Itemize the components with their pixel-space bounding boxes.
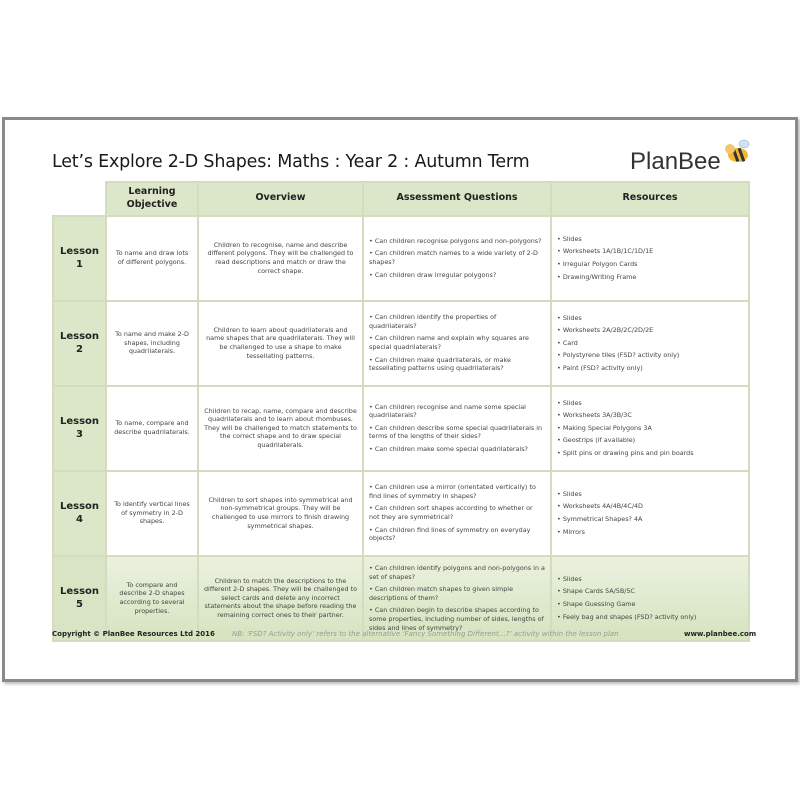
resource-item: • Split pins or drawing pins and pin boards: [557, 449, 743, 458]
page-title: Let’s Explore 2-D Shapes: Maths : Year 2 : Autumn Term: [52, 152, 530, 172]
resource-item: • Shape Cards 5A/5B/5C: [557, 587, 743, 596]
resource-item: • Slides: [557, 575, 743, 584]
learning-objective: To identify vertical lines of symmetry in 2-D shapes.: [106, 471, 198, 556]
question-item: • Can children match names to a wide variety of 2-D shapes?: [369, 249, 545, 266]
table-row: [53, 556, 749, 641]
website-link[interactable]: www.planbee.com: [684, 630, 757, 638]
bee-icon: [722, 138, 752, 164]
assessment-questions: [363, 216, 551, 301]
resource-item: • Card: [557, 339, 743, 348]
lesson-label: Lesson 2: [53, 301, 106, 386]
assessment-questions: [363, 556, 551, 641]
resources: [551, 556, 749, 641]
overview: Children to recognise, name and describe different polygons. They will be challenged to read descriptions and match or draw the correct shape.: [198, 216, 363, 301]
question-item: • Can children make quadrilaterals, or make tessellating patterns using quadrilaterals?: [369, 356, 545, 373]
question-item: • Can children draw irregular polygons?: [369, 271, 545, 280]
header-learning-objective: Learning Objective: [106, 182, 198, 216]
resource-item: • Slides: [557, 399, 743, 408]
question-item: • Can children identify polygons and non-polygons in a set of shapes?: [369, 564, 545, 581]
resource-item: • Drawing/Writing Frame: [557, 273, 743, 282]
resource-item: • Shape Guessing Game: [557, 600, 743, 609]
assessment-questions: [363, 386, 551, 471]
resource-item: • Mirrors: [557, 528, 743, 537]
assessment-questions: [363, 301, 551, 386]
header-resources: Resources: [551, 182, 749, 216]
question-item: • Can children name and explain why squares are special quadrilaterals?: [369, 334, 545, 351]
learning-objective: To name and draw lots of different polygons.: [106, 216, 198, 301]
resource-item: • Worksheets 3A/3B/3C: [557, 411, 743, 420]
resource-item: • Worksheets 4A/4B/4C/4D: [557, 502, 743, 511]
table-row: [53, 471, 749, 556]
resource-item: • Paint (FSD? activity only): [557, 364, 743, 373]
question-item: • Can children begin to describe shapes according to some properties, including number of sides, lengths of sides and lines of symmetry?: [369, 606, 545, 632]
resource-item: • Slides: [557, 490, 743, 499]
resource-item: • Irregular Polygon Cards: [557, 260, 743, 269]
resources: [551, 471, 749, 556]
question-item: • Can children make some special quadrilaterals?: [369, 445, 545, 454]
question-item: • Can children find lines of symmetry on everyday objects?: [369, 526, 545, 543]
lesson-plan-table: [52, 181, 750, 642]
overview: Children to learn about quadrilaterals and name shapes that are quadrilaterals. They will be challenged to use a shape to make tessellating patterns.: [198, 301, 363, 386]
overview: Children to recap, name, compare and describe quadrilaterals and to learn about rhombuses. They will be challenged to match statements to the correct shape and to draw special quadrilaterals.: [198, 386, 363, 471]
resource-item: • Feely bag and shapes (FSD? activity only): [557, 613, 743, 622]
copyright: Copyright © PlanBee Resources Ltd 2016: [52, 630, 215, 638]
lesson-label: Lesson 5: [53, 556, 106, 641]
learning-objective: To compare and describe 2-D shapes according to several properties.: [106, 556, 198, 641]
question-item: • Can children sort shapes according to whether or not they are symmetrical?: [369, 504, 545, 521]
learning-objective: To name, compare and describe quadrilaterals.: [106, 386, 198, 471]
resource-item: • Making Special Polygons 3A: [557, 424, 743, 433]
question-item: • Can children describe some special quadrilaterals in terms of the lengths of their sides?: [369, 424, 545, 441]
lesson-label: Lesson 1: [53, 216, 106, 301]
question-item: • Can children match shapes to given simple descriptions of them?: [369, 585, 545, 602]
header-overview: Overview: [198, 182, 363, 216]
table-row: [53, 216, 749, 301]
resource-item: • Slides: [557, 314, 743, 323]
table-row: [53, 386, 749, 471]
resource-item: • Worksheets 1A/1B/1C/1D/1E: [557, 247, 743, 256]
learning-objective: To name and make 2-D shapes, including quadrilaterals.: [106, 301, 198, 386]
resource-item: • Polystyrene tiles (FSD? activity only): [557, 351, 743, 360]
resources: [551, 386, 749, 471]
table-row: [53, 301, 749, 386]
overview: Children to sort shapes into symmetrical and non-symmetrical groups. They will be challenged to use mirrors to finish drawing symmetrical shapes.: [198, 471, 363, 556]
resources: [551, 216, 749, 301]
question-item: • Can children recognise polygons and non-polygons?: [369, 237, 545, 246]
assessment-questions: [363, 471, 551, 556]
resource-item: • Slides: [557, 235, 743, 244]
blank-header: [53, 182, 106, 216]
resource-item: • Symmetrical Shapes? 4A: [557, 515, 743, 524]
resources: [551, 301, 749, 386]
lesson-label: Lesson 3: [53, 386, 106, 471]
footnote: NB: ‘FSD? Activity only’ refers to the alternative ‘Fancy Something Different…?’ activity within the lesson plan: [232, 630, 619, 638]
header-assessment-questions: Assessment Questions: [363, 182, 551, 216]
resource-item: • Worksheets 2A/2B/2C/2D/2E: [557, 326, 743, 335]
overview: Children to match the descriptions to the different 2-D shapes. They will be challenged to select cards and delete any incorrect statements about the shape before reading the remaining correct ones to their partner.: [198, 556, 363, 641]
planbee-logo: PlanBee: [630, 148, 721, 175]
question-item: • Can children recognise and name some special quadrilaterals?: [369, 403, 545, 420]
question-item: • Can children identify the properties of quadrilaterals?: [369, 313, 545, 330]
lesson-label: Lesson 4: [53, 471, 106, 556]
question-item: • Can children use a mirror (orientated vertically) to find lines of symmetry in shapes?: [369, 483, 545, 500]
resource-item: • Geostrips (if available): [557, 436, 743, 445]
